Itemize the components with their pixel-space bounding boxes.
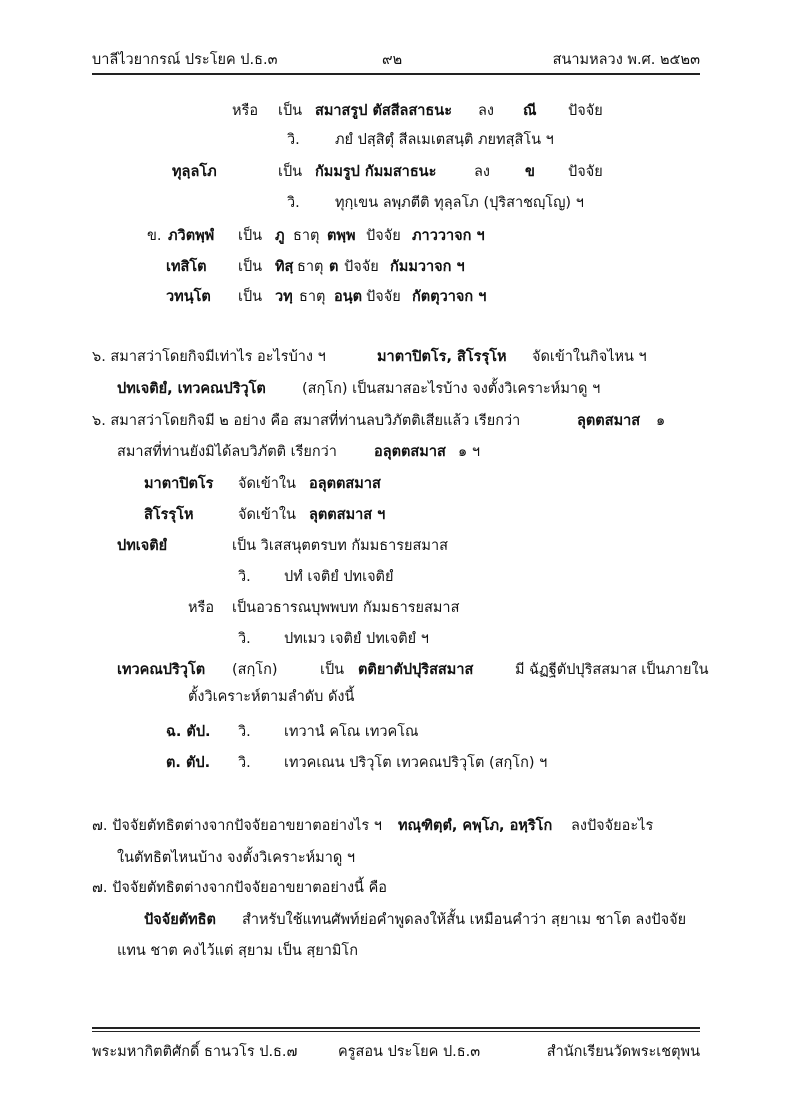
q7-l1-b: ทณฺฑิตฺตํ, คพฺโภ, อหฺริโก xyxy=(398,818,553,834)
a6-r4-vi: วิ. xyxy=(238,569,251,585)
top-l3-d: ข xyxy=(525,164,535,180)
a6-r6-text: ปทเมว เจติยํ ปทเจติยํ ฯ xyxy=(284,631,429,647)
a6-l2-a: สมาสที่ท่านยังมิได้ลบวิภัตติ เรียกว่า xyxy=(117,444,337,460)
q7-l1-c: ลงปัจจัยอะไร xyxy=(571,818,654,834)
header-left: บาลีไวยากรณ์ ประโยค ป.ธ.๓ xyxy=(92,52,278,68)
q6-l1-c: จัดเข้าในกิจไหน ฯ xyxy=(532,349,647,365)
top-l5-word: ภวิตพฺพํ xyxy=(168,228,215,244)
a6-r5-or: หรือ xyxy=(188,600,215,616)
q6-l2-b: (สกฺโก) เป็นสมาสอะไรบ้าง จงตั้งวิเคราะห์มาดู ฯ xyxy=(302,381,601,397)
footer-center: ครูสอน ประโยค ป.ธ.๓ xyxy=(338,1044,481,1060)
a6-r3-word: ปทเจติยํ xyxy=(117,538,168,554)
top-l6-a: เป็น xyxy=(238,259,263,275)
top-l1-a: เป็น xyxy=(278,103,303,119)
top-l6-f: กัมมวาจก ฯ xyxy=(390,259,465,275)
a6-l2-b: อลุตตสมาส xyxy=(374,444,446,460)
top-l6-c: ธาตุ xyxy=(297,259,324,275)
top-l7-b: วทฺ xyxy=(275,289,293,305)
a7-l2-a: ปัจจัยตัทธิต xyxy=(144,912,216,928)
top-l1-c: ลง xyxy=(478,103,494,119)
top-l4-vi: วิ. xyxy=(287,195,300,211)
top-l6-e: ปัจจัย xyxy=(344,259,379,275)
a7-l3: แทน ชาต คงไว้แต่ สฺยาม เป็น สฺยามิโก xyxy=(117,943,358,959)
a6-l2-c: ๑ ฯ xyxy=(458,444,480,460)
footer-right: สำนักเรียนวัดพระเชตุพน xyxy=(546,1044,700,1060)
header-right: สนามหลวง พ.ศ. ๒๕๒๓ xyxy=(552,52,700,68)
top-l5-d: ตพฺพ xyxy=(327,228,356,244)
a6-r1-word: มาตาปิตโร xyxy=(144,476,214,492)
top-l7-word: วทนฺโต xyxy=(166,289,211,305)
a6-r7-word: เทวคณปริวุโต xyxy=(117,662,206,678)
a6-r1-a: จัดเข้าใน xyxy=(238,476,296,492)
top-l2-text: ภยํ ปสฺสิตุํ สีลเมเตสนฺติ ภยทสฺสิโน ฯ xyxy=(335,132,554,148)
top-l6-d: ต xyxy=(329,259,339,275)
top-l7-f: กัตตุวาจก ฯ xyxy=(412,289,487,305)
top-l7-d: อนฺต xyxy=(334,289,363,305)
a6-l1-a: ๖. สมาสว่าโดยกิจมี ๒ อย่าง คือ สมาสที่ท่านลบวิภัตติเสียแล้ว เรียกว่า xyxy=(92,413,521,429)
a6-r10-vi: วิ. xyxy=(238,755,251,771)
q6-l1-b: มาตาปิตโร, สิโรรุโห xyxy=(377,349,507,365)
top-l6-word: เทสิโต xyxy=(166,259,207,275)
top-l5-label: ข. xyxy=(147,228,162,244)
top-l3-a: เป็น xyxy=(278,164,303,180)
top-l3-word: ทุลฺลโภ xyxy=(172,164,217,180)
top-l6-b: ทิสฺ xyxy=(275,259,294,275)
page-number: ๙๒ xyxy=(382,52,403,68)
a6-r2-a: จัดเข้าใน xyxy=(238,507,296,523)
a6-r7-a: เป็น xyxy=(320,662,345,678)
footer-left: พระมหากิตติศักดิ์ ธานวโร ป.ธ.๗ xyxy=(92,1044,298,1060)
a7-l2-b: สำหรับใช้แทนศัพท์ย่อคำพูดลงให้สั้น เหมือนคำว่า สฺยาเม ชาโต ลงปัจจัย xyxy=(242,912,687,928)
top-l7-a: เป็น xyxy=(238,289,263,305)
a6-r5-text: เป็นอวธารณบุพพบท กัมมธารยสมาส xyxy=(232,600,460,616)
a6-r9-text: เทวานํ คโณ เทวคโณ xyxy=(284,724,419,740)
top-l1-b: สมาสรูป ตัสสีลสาธนะ xyxy=(315,103,452,119)
a6-r10-label: ต. ตัป. xyxy=(166,755,211,771)
a6-r7-b: ตติยาตัปปุริสสมาส xyxy=(358,662,474,678)
top-l5-e: ปัจจัย xyxy=(366,228,401,244)
a6-r3-a: เป็น วิเสสนุตตรบท กัมมธารยสมาส xyxy=(232,538,448,554)
top-l1-e: ปัจจัย xyxy=(568,103,603,119)
a6-r2-b: ลุตตสมาส ฯ xyxy=(309,507,386,523)
top-l1-or: หรือ xyxy=(232,103,259,119)
q7-l2: ในตัทธิตไหนบ้าง จงตั้งวิเคราะห์มาดู ฯ xyxy=(117,850,356,866)
a6-r9-vi: วิ. xyxy=(238,724,251,740)
top-l3-b: กัมมรูป กัมมสาธนะ xyxy=(315,164,437,180)
header-rule xyxy=(92,73,700,75)
top-l3-e: ปัจจัย xyxy=(568,164,603,180)
q6-l1-a: ๖. สมาสว่าโดยกิจมีเท่าไร อะไรบ้าง ฯ xyxy=(92,349,326,365)
a6-r2-word: สิโรรุโห xyxy=(144,507,194,523)
footer-rule-bottom xyxy=(92,1031,700,1032)
top-l3-c: ลง xyxy=(474,164,490,180)
top-l1-d: ณี xyxy=(523,103,537,119)
a6-r4-text: ปทํ เจติยํ ปทเจติยํ xyxy=(284,569,394,585)
top-l5-a: เป็น xyxy=(238,228,263,244)
top-l5-c: ธาตุ xyxy=(293,228,320,244)
a6-r9-label: ฉ. ตัป. xyxy=(166,724,211,740)
a6-r10-text: เทวคเณน ปริวุโต เทวคณปริวุโต (สกฺโก) ฯ xyxy=(284,755,548,771)
a6-r6-vi: วิ. xyxy=(238,631,251,647)
a6-l1-b: ลุตตสมาส xyxy=(577,413,641,429)
a6-r1-b: อลุตตสมาส xyxy=(309,476,381,492)
top-l5-f: ภาววาจก ฯ xyxy=(412,228,485,244)
top-l2-vi: วิ. xyxy=(287,132,300,148)
top-l4-text: ทุกฺเขน ลพฺภตีติ ทุลฺลโภ (ปุริสาชญฺโญ) ฯ xyxy=(335,195,584,211)
q7-l1-a: ๗. ปัจจัยตัทธิตต่างจากปัจจัยอาขยาตอย่างไร ฯ xyxy=(92,818,382,834)
a6-l1-c: ๑ xyxy=(656,413,666,429)
q6-l2-a: ปทเจติยํ, เทวคณปริวุโต xyxy=(117,381,266,397)
a6-r7-paren: (สกฺโก) xyxy=(232,662,278,678)
footer-rule-top xyxy=(92,1027,700,1029)
top-l5-b: ภู xyxy=(275,228,285,244)
a6-r8-text: ตั้งวิเคราะห์ตามลำดับ ดังนี้ xyxy=(188,689,355,705)
a7-l1: ๗. ปัจจัยตัทธิตต่างจากปัจจัยอาขยาตอย่างนี้ คือ xyxy=(92,880,387,896)
a6-r7-c: มี ฉัฏฐีตัปปุริสสมาส เป็นภายใน xyxy=(515,662,709,678)
top-l7-e: ปัจจัย xyxy=(366,289,401,305)
top-l7-c: ธาตุ xyxy=(299,289,326,305)
